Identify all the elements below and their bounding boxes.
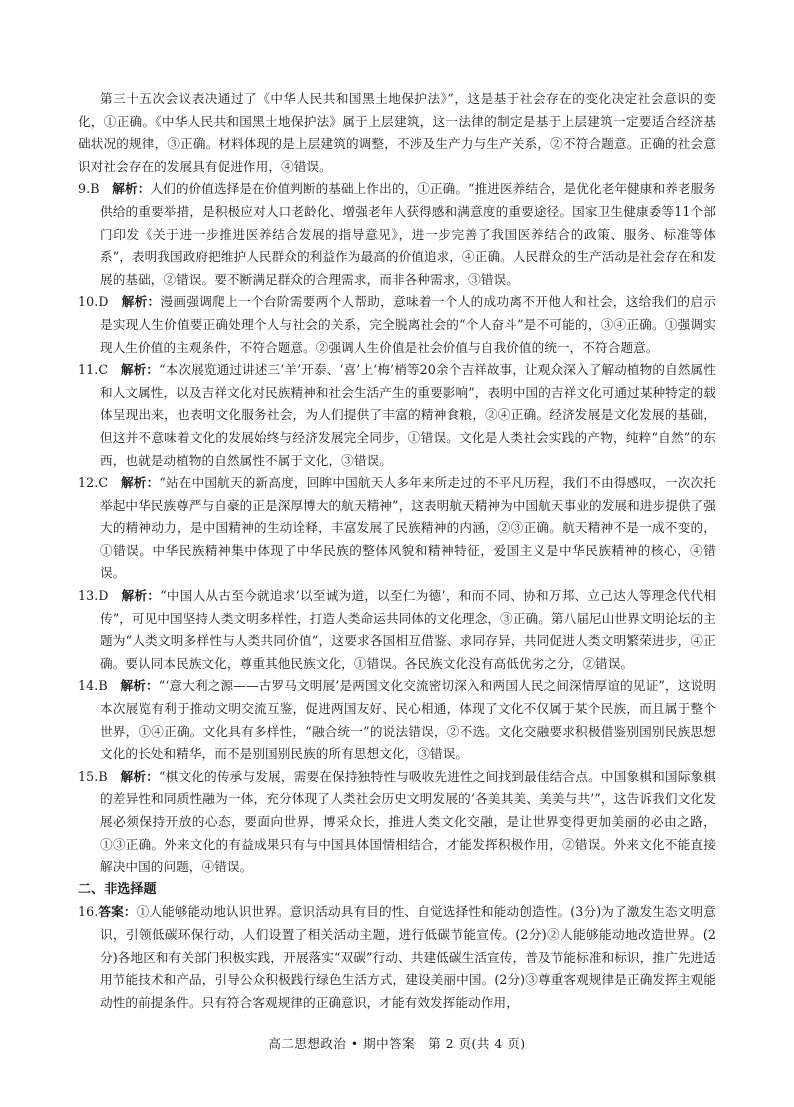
continued-paragraph: 第三十五次会议表决通过了《中华人民共和国黑土地保护法》”，这是基于社会存在的变化决定社会意识的变化，①正确。《中华人民共和国黑土地保护法》属于上层建筑，这一法律的制定是基于上层建筑一定要适合经济基础状况的规律，③正确。材料体现的是上层建筑的调整，不涉及生产力与生产关系，②不符合题意。正确的社会意识对社会存在的发展具有促进作用，④错误。 xyxy=(78,91,716,174)
answer-text: 漫画强调爬上一个台阶需要两个人帮助，意味着一个人的成功离不开他人和社会，这给我们的启示是实现人生价值要正确处理个人与社会的关系，完全脱离社会的“个人奋斗”是不可能的，③④正确。①强调实现人生价值的主观条件，不符合题意。②强调人生价值是社会价值与自我价值的统一，不符合题意。 xyxy=(100,294,716,355)
analysis-keyword: 解析： xyxy=(120,362,160,378)
answer-text: “中国人从古至今就追求‘以至诚为道，以至仁为德’，和而不同、协和万邦、立己达人等理念代代相传”，可见中国坚持人类文明多样性，打造人类命运共同体的文化理念，③正确。第八届尼山世界文明论坛的主题为“人类文明多样性与人类共同价值”，这要求各国相互借鉴、求同存异，共同促进人类文明繁荣进步，④正确。要认同本民族文化，尊重其他民族文化，①错误。各民族文化没有高低优劣之分，②错误。 xyxy=(100,588,716,671)
answer-text: “站在中国航天的新高度，回眸中国航天人多年来所走过的不平凡历程，我们不由得感叹，一次次托举起中华民族尊严与自豪的正是深厚博大的航天精神”，这表明航天精神为中国航天事业的发展和进步提供了强大的精神动力，是中国精神的生动诠释，丰富发展了民族精神的内涵，②③正确。航天精神不是一成不变的，①错误。中华民族精神集中体现了中华民族的整体风貌和精神特征，爱国主义是中华民族精神的核心，④错误。 xyxy=(100,475,716,581)
answer-text: “本次展览通过讲述三‘羊’开泰、‘喜’上‘梅’梢等20余个吉祥故事，让观众深入了解动植物的自然属性和人文属性，以及吉祥文化对民族精神和社会生活产生的重要影响”，表明中国的吉祥文化可通过某种特定的载体呈现出来，也表明文化服务社会，为人们提供了丰富的精神食粮，②④正确。经济发展是文化发展的基础，但这并不意味着文化的发展始终与经济发展完全同步，①错误。文化是人类社会实践的产物，纯粹“自然”的东西，也就是动植物的自然属性不属于文化，③错误。 xyxy=(100,362,716,468)
page-footer: 高二思想政治 • 期中答案 第 2 页(共 4 页) xyxy=(268,1036,526,1051)
answer-item-13 xyxy=(78,585,716,675)
analysis-keyword: 解析： xyxy=(120,768,160,784)
answer-label: 15.B xyxy=(78,768,108,784)
answer-label: 16. xyxy=(78,904,99,920)
analysis-keyword: 解析： xyxy=(112,181,151,197)
answer-keyword: 答案： xyxy=(98,904,137,920)
answer-item-15 xyxy=(78,766,716,879)
answer-text: ①人能够能动地认识世界。意识活动具有目的性、自觉选择性和能动创造性。(3分)为了激发生态文明意识，引领低碳环保行动，人们设置了相关活动主题，进行低碳节能宣传。(2分)②人能够能动地改造世界。(2分)各地区和有关部门积极实践，开展落实“双碳”行动、共建低碳生活宣传，普及节能标准和标识，推广先进适用节能技术和产品，引导公众积极践行绿色生活方式，建设美丽中国。(2分)③尊重客观规律是正确发挥主观能动性的前提条件。只有符合客观规律的正确意识，才能有效发挥能动作用， xyxy=(100,904,716,1010)
answer-label: 11.C xyxy=(78,362,109,378)
answer-text: 人们的价值选择是在价值判断的基础上作出的，①正确。“推进医养结合，是优化老年健康和养老服务供给的重要举措，是积极应对人口老龄化、增强老年人获得感和满意度的重要途径。国家卫生健康委等11个部门印发《关于进一步推进医养结合发展的指导意见》，进一步完善了我国医养结合的政策、服务、标准等体系”，表明我国政府把维护人民群众的利益作为最高的价值追求，④正确。人民群众的生产活动是社会存在和发展的基础，②错误。要不断满足群众的合理需求，而非各种需求，③错误。 xyxy=(100,181,716,287)
answer-label: 13.D xyxy=(78,588,109,604)
analysis-keyword: 解析： xyxy=(120,678,159,694)
analysis-keyword: 解析： xyxy=(121,294,161,310)
answer-label: 14.B xyxy=(78,678,108,694)
answer-item-14 xyxy=(78,675,716,765)
answer-text: “棋文化的传承与发展，需要在保持独特性与吸收先进性之间找到最佳结合点。中国象棋和国际象棋的差异性和同质性融为一体，充分体现了人类社会历史文明发展的‘各美其美、美美与共’”，这告诉我们文化发展必须保持开放的心态，要面向世界，博采众长，推进人类文化交融，是让世界变得更加美丽的必由之路，①③正确。外来文化的有益成果只有与中国具体国情相结合，才能发挥积极作用，②错误。外来文化不能直接解决中国的问题，④错误。 xyxy=(100,768,716,875)
answer-label: 10.D xyxy=(78,294,109,310)
analysis-keyword: 解析： xyxy=(120,475,160,491)
answer-item-12 xyxy=(78,472,716,585)
answer-item-9 xyxy=(78,178,716,291)
answer-item-16 xyxy=(78,901,716,1014)
answer-text: “‘意大利之源——古罗马文明展’是两国文化交流密切深入和两国人民之间深情厚谊的见证”，这说明本次展览有利于推动文明交流互鉴，促进两国友好、民心相通，体现了文化不仅属于某个民族，而且属于整个世界，①④正确。文化具有多样性，“融合统一”的说法错误，②不选。文化交融要求积极借鉴别国别民族思想文化的长处和精华，而不是别国别民族的所有思想文化，③错误。 xyxy=(100,678,716,762)
answer-label: 9.B xyxy=(78,181,100,197)
section-heading: 二、非选择题 xyxy=(78,881,157,897)
page-content xyxy=(78,88,716,1014)
answer-item-10 xyxy=(78,291,716,359)
answer-label: 12.C xyxy=(78,475,109,491)
analysis-keyword: 解析： xyxy=(121,588,161,604)
answer-item-11 xyxy=(78,359,716,472)
